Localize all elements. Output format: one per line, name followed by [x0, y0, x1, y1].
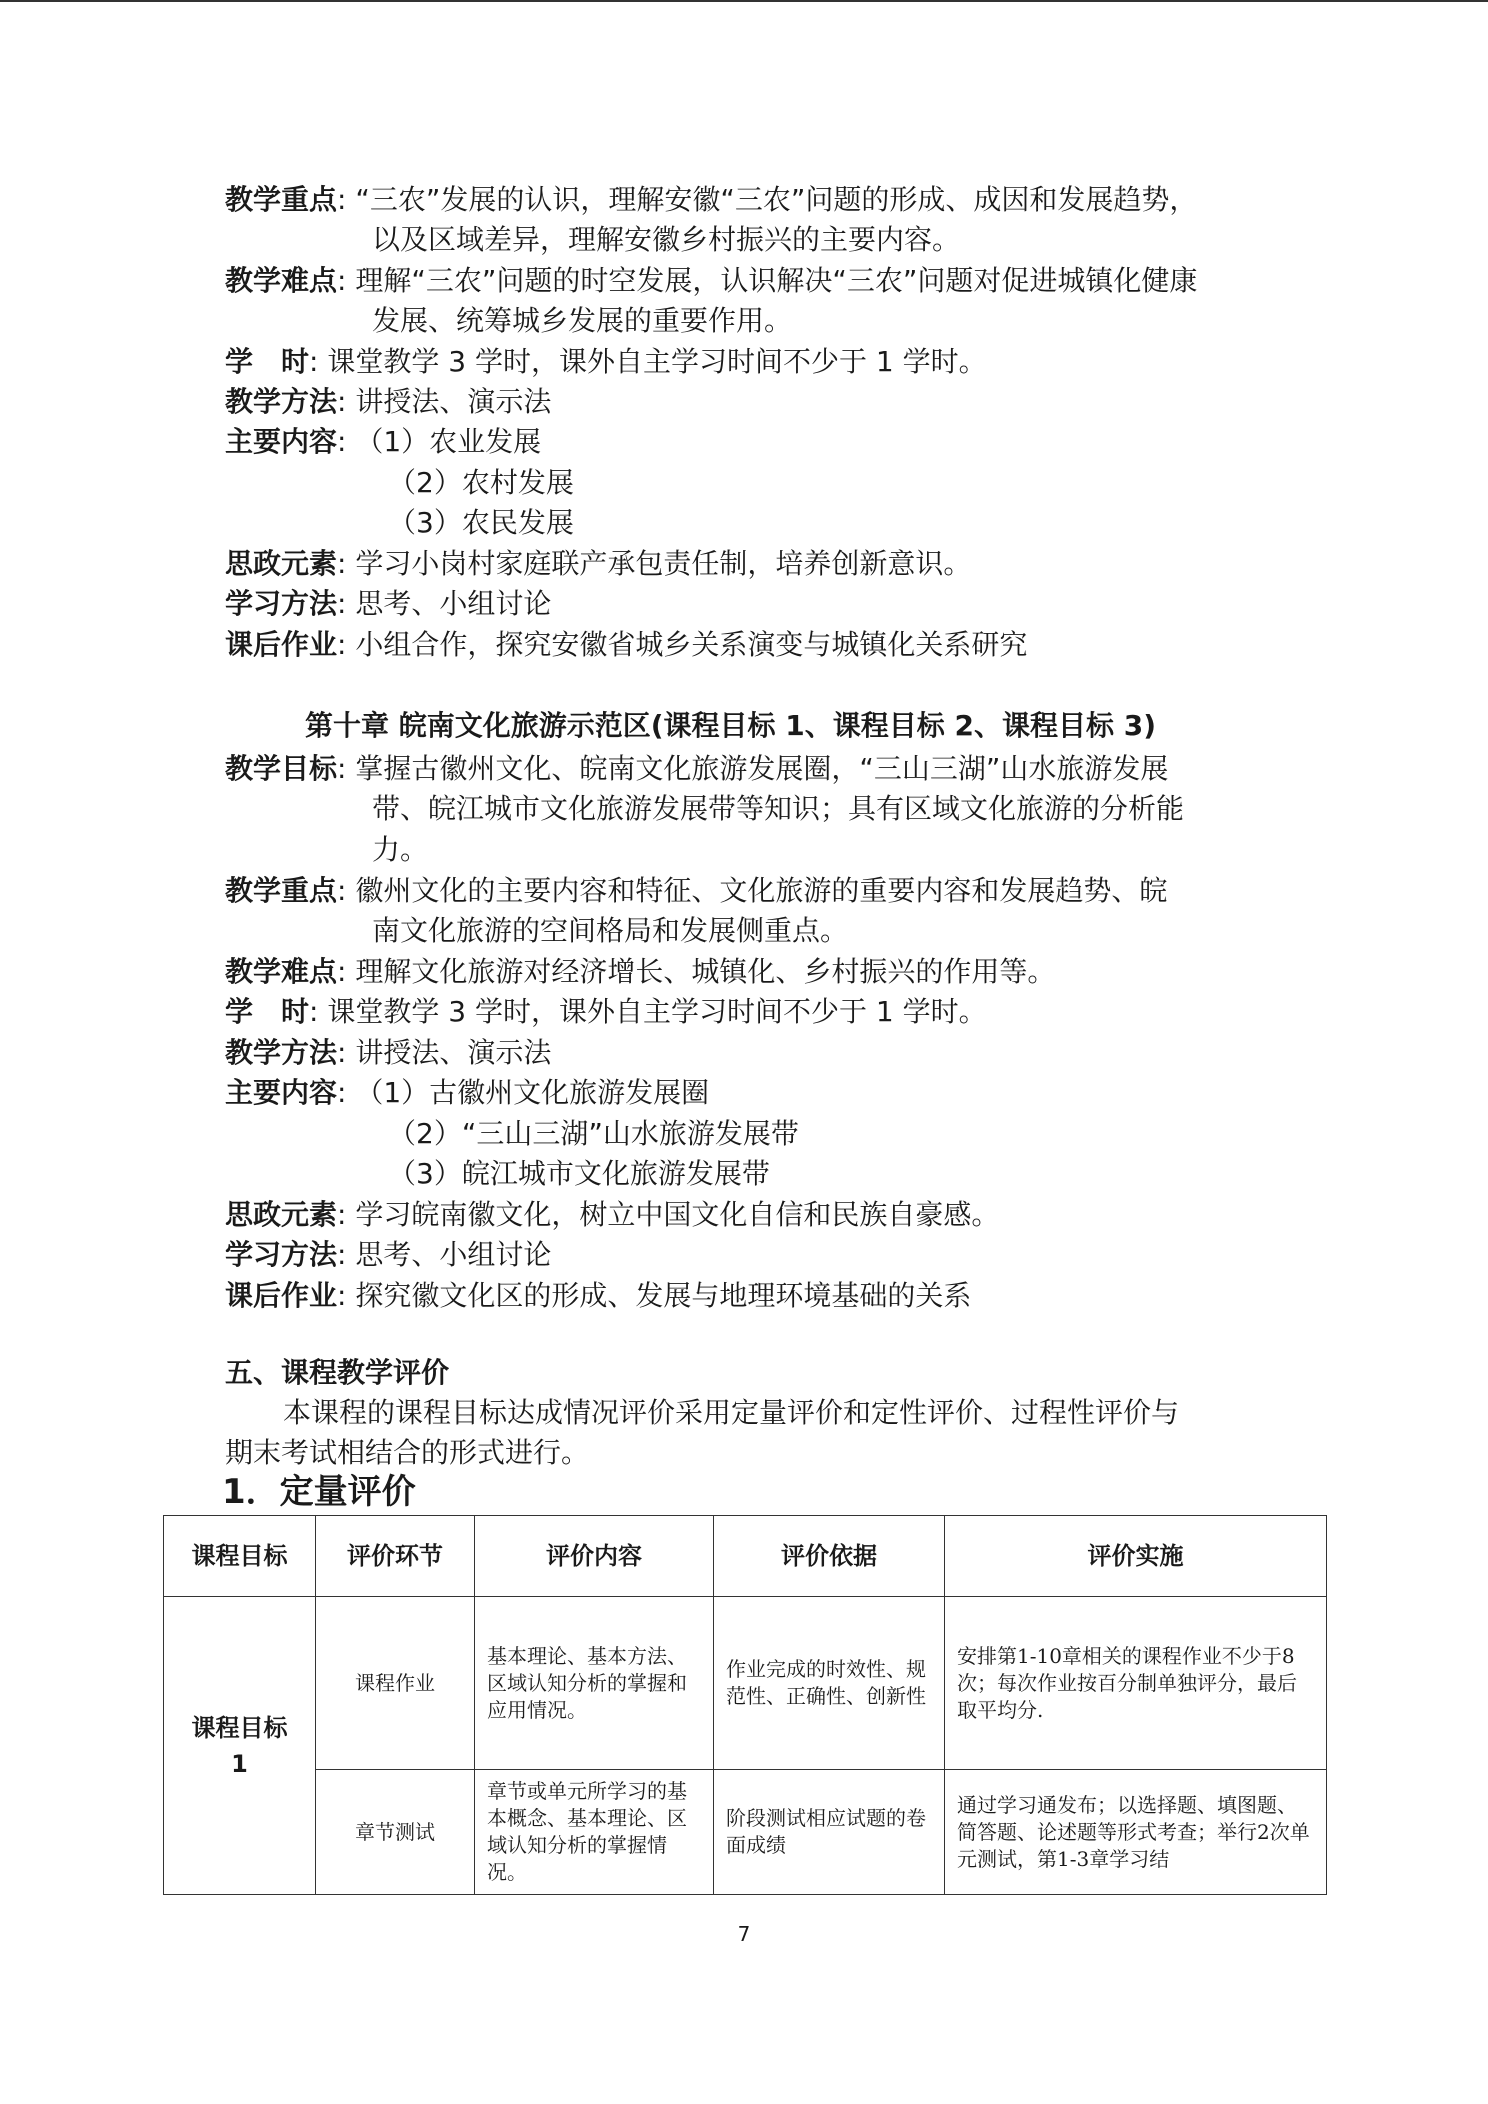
- section-paragraph-line: 本课程的课程目标达成情况评价采用定量评价和定性评价、过程性评价与: [283, 1396, 1180, 1429]
- course-goal-cell: 课程目标 1: [164, 1597, 316, 1895]
- eval-link-cell: 章节测试: [316, 1770, 475, 1895]
- row-teaching-focus: 教学重点: “三农”发展的认识，理解安徽“三农”问题的形成、成因和发展趋势，: [225, 183, 1198, 216]
- evaluation-table: [163, 1515, 1327, 1895]
- page-top-border: [0, 0, 1488, 2]
- row-learning-method: 学习方法: 思考、小组讨论: [225, 1238, 552, 1271]
- row-class-hours: 学 时: 课堂教学 3 学时，课外自主学习时间不少于 1 学时。: [225, 345, 987, 378]
- section-title: 五、课程教学评价: [225, 1356, 450, 1389]
- row-ideological-element: 思政元素: 学习小岗村家庭联产承包责任制，培养创新意识。: [225, 547, 972, 580]
- eval-content-cell: 章节或单元所学习的基本概念、基本理论、区域认知分析的掌握情况。: [475, 1770, 714, 1895]
- row-homework: 课后作业: 小组合作，探究安徽省城乡关系演变与城镇化关系研究: [225, 628, 1028, 661]
- row-teaching-difficulty-cont: 发展、统筹城乡发展的重要作用。: [372, 304, 793, 337]
- eval-implementation-cell: 通过学习通发布；以选择题、填图题、简答题、论述题等形式考查；举行2次单元测试，第1-3章学习结: [945, 1770, 1327, 1895]
- row-teaching-focus-cont: 南文化旅游的空间格局和发展侧重点。: [372, 914, 849, 947]
- row-teaching-difficulty: 教学难点: 理解文化旅游对经济增长、城镇化、乡村振兴的作用等。: [225, 955, 1056, 988]
- row-teaching-focus-cont: 以及区域差异，理解安徽乡村振兴的主要内容。: [372, 223, 961, 256]
- section-paragraph-line: 期末考试相结合的形式进行。: [225, 1436, 590, 1469]
- row-main-content: 主要内容: （1）古徽州文化旅游发展圈: [225, 1076, 710, 1109]
- row-teaching-goal: 教学目标: 掌握古徽州文化、皖南文化旅游发展圈，“三山三湖”山水旅游发展: [225, 752, 1169, 785]
- row-teaching-goal-cont: 带、皖江城市文化旅游发展带等知识；具有区域文化旅游的分析能: [372, 792, 1185, 825]
- row-class-hours: 学 时: 课堂教学 3 学时，课外自主学习时间不少于 1 学时。: [225, 995, 987, 1028]
- row-main-content: 主要内容: （1）农业发展: [225, 425, 542, 458]
- eval-implementation-cell: 安排第1-10章相关的课程作业不少于8次；每次作业按百分制单独评分，最后取平均分.: [945, 1597, 1327, 1770]
- row-learning-method: 学习方法: 思考、小组讨论: [225, 587, 552, 620]
- table-header: 评价实施: [945, 1516, 1327, 1597]
- table-header: 评价环节: [316, 1516, 475, 1597]
- table-header: 课程目标: [164, 1516, 316, 1597]
- main-content-item: （2）“三山三湖”山水旅游发展带: [388, 1117, 799, 1150]
- eval-basis-cell: 作业完成的时效性、规范性、正确性、创新性: [714, 1597, 945, 1770]
- row-teaching-method: 教学方法: 讲授法、演示法: [225, 385, 552, 418]
- row-teaching-difficulty: 教学难点: 理解“三农”问题的时空发展，认识解决“三农”问题对促进城镇化健康: [225, 264, 1198, 297]
- table-header-row: [164, 1516, 1327, 1597]
- page-number: 7: [737, 1922, 751, 1946]
- row-homework: 课后作业: 探究徽文化区的形成、发展与地理环境基础的关系: [225, 1279, 972, 1312]
- main-content-item: （2）农村发展: [388, 466, 574, 499]
- eval-content-cell: 基本理论、基本方法、区域认知分析的掌握和应用情况。: [475, 1597, 714, 1770]
- chapter-title: 第十章 皖南文化旅游示范区(课程目标 1、课程目标 2、课程目标 3): [305, 709, 1157, 742]
- subsection-title: 1．定量评价: [222, 1472, 416, 1512]
- table-row: [164, 1770, 1327, 1895]
- row-teaching-focus: 教学重点: 徽州文化的主要内容和特征、文化旅游的重要内容和发展趋势、皖: [225, 874, 1168, 907]
- table-row: [164, 1597, 1327, 1770]
- row-teaching-method: 教学方法: 讲授法、演示法: [225, 1036, 552, 1069]
- table-header: 评价内容: [475, 1516, 714, 1597]
- table-header: 评价依据: [714, 1516, 945, 1597]
- row-teaching-goal-cont: 力。: [372, 833, 429, 866]
- main-content-item: （3）皖江城市文化旅游发展带: [388, 1157, 770, 1190]
- eval-link-cell: 课程作业: [316, 1597, 475, 1770]
- row-ideological-element: 思政元素: 学习皖南徽文化，树立中国文化自信和民族自豪感。: [225, 1198, 1000, 1231]
- main-content-item: （3）农民发展: [388, 506, 574, 539]
- eval-basis-cell: 阶段测试相应试题的卷面成绩: [714, 1770, 945, 1895]
